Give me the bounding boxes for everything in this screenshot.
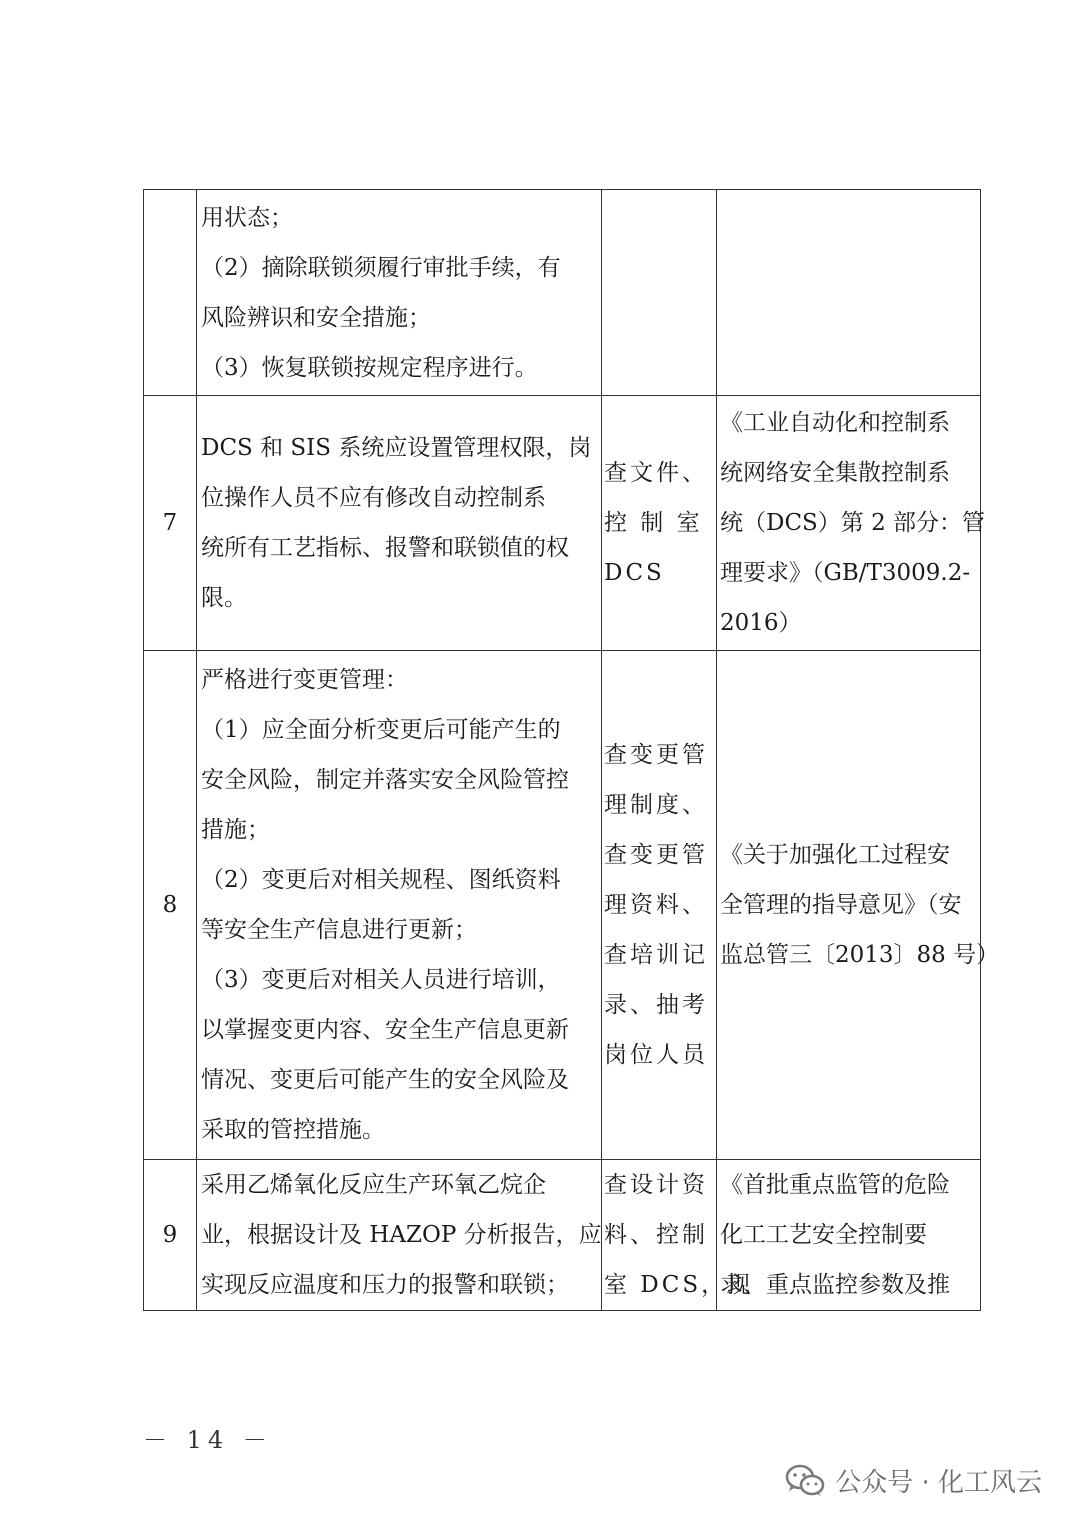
- requirement-cell: [197, 1160, 602, 1311]
- table-row: [144, 651, 981, 1160]
- basis-line: 求、重点监控参数及推: [720, 1272, 950, 1298]
- inspection-method-line: 理制度、: [604, 792, 708, 818]
- basis-cell: [717, 190, 981, 396]
- requirement-line: （2）摘除联锁须履行审批手续，有: [201, 254, 561, 281]
- requirement-cell: [197, 651, 602, 1160]
- basis-line: 《关于加强化工过程安: [720, 842, 950, 868]
- inspection-method-line: 查变更管: [604, 742, 708, 768]
- requirement-line: （2）变更后对相关规程、图纸资料: [201, 867, 561, 893]
- inspection-table: [143, 189, 1000, 1311]
- inspection-method-line: 录、抽考: [604, 992, 708, 1018]
- page-number: － 14 －: [143, 1426, 273, 1454]
- watermark-text: 公众号 · 化工风云: [835, 1468, 1042, 1498]
- inspection-method-line: DCS: [604, 560, 665, 586]
- basis-line: 2016）: [720, 610, 802, 636]
- basis-cell: [717, 651, 1000, 1160]
- requirement-line: 采取的管控措施。: [201, 1117, 385, 1143]
- requirement-line: 风险辨识和安全措施；: [201, 304, 431, 331]
- requirement-line: 采用乙烯氧化反应生产环氧乙烷企: [201, 1172, 546, 1198]
- requirement-line: 以掌握变更内容、安全生产信息更新: [201, 1017, 569, 1043]
- row-number: 8: [144, 651, 197, 1160]
- inspection-method-cell: [602, 651, 717, 1160]
- inspection-method-line: 控 制 室: [604, 510, 703, 536]
- requirement-line: 措施；: [201, 817, 270, 843]
- watermark: [785, 1462, 1042, 1499]
- inspection-method-line: 查文件、: [604, 460, 708, 486]
- requirement-line: DCS 和 SIS 系统应设置管理权限，岗: [201, 435, 592, 461]
- inspection-method-line: 查设计资: [604, 1172, 708, 1198]
- table-row: [144, 396, 981, 651]
- row-number: 9: [144, 1160, 197, 1311]
- basis-line: 化工工艺安全控制要: [720, 1222, 927, 1248]
- inspection-method-line: 查变更管: [604, 842, 708, 868]
- inspection-method-line: 理资料、: [604, 892, 708, 918]
- inspection-method-cell: [602, 190, 717, 396]
- requirement-line: 位操作人员不应有修改自动控制系: [201, 485, 546, 511]
- requirement-line: 情况、变更后可能产生的安全风险及: [201, 1067, 569, 1093]
- wechat-icon: [785, 1464, 825, 1498]
- requirement-cell: [197, 190, 602, 396]
- requirement-line: 安全风险，制定并落实安全风险管控: [201, 767, 569, 793]
- table-row: [144, 1160, 981, 1311]
- basis-line: 统（DCS）第 2 部分：管: [720, 510, 986, 536]
- requirement-cell: [197, 396, 602, 651]
- inspection-method-line: 室 DCS，现: [604, 1272, 754, 1298]
- table-row: [144, 190, 981, 396]
- requirement-line: 统所有工艺指标、报警和联锁值的权: [201, 535, 569, 561]
- requirement-line: （1）应全面分析变更后可能产生的: [201, 717, 561, 743]
- basis-line: 理要求》（GB/T3009.2-: [720, 560, 971, 586]
- requirement-line: 等安全生产信息进行更新；: [201, 917, 477, 943]
- requirement-line: （3）恢复联锁按规定程序进行。: [201, 354, 538, 381]
- basis-line: 《首批重点监管的危险: [720, 1172, 950, 1198]
- basis-line: 《工业自动化和控制系: [720, 410, 950, 436]
- basis-line: 全管理的指导意见》（安: [720, 892, 962, 918]
- requirement-line: （3）变更后对相关人员进行培训，: [201, 967, 561, 993]
- requirement-line: 用状态；: [201, 204, 293, 231]
- inspection-method-cell: [602, 1160, 754, 1311]
- inspection-method-line: 岗位人员: [604, 1042, 708, 1068]
- requirement-line: 业，根据设计及 HAZOP 分析报告，应: [201, 1222, 602, 1248]
- inspection-method-line: 查培训记: [604, 942, 708, 968]
- basis-cell: [717, 396, 986, 651]
- requirement-line: 严格进行变更管理：: [201, 667, 408, 693]
- requirement-line: 实现反应温度和压力的报警和联锁；: [201, 1272, 569, 1298]
- inspection-method-cell: [602, 396, 717, 651]
- row-number: [144, 190, 197, 396]
- inspection-method-line: 料、控制: [604, 1222, 708, 1248]
- basis-line: 统网络安全集散控制系: [720, 460, 950, 486]
- requirement-line: 限。: [201, 585, 247, 611]
- basis-cell: [717, 1160, 981, 1311]
- basis-line: 监总管三〔2013〕88 号）: [720, 942, 1000, 968]
- row-number: 7: [144, 396, 197, 651]
